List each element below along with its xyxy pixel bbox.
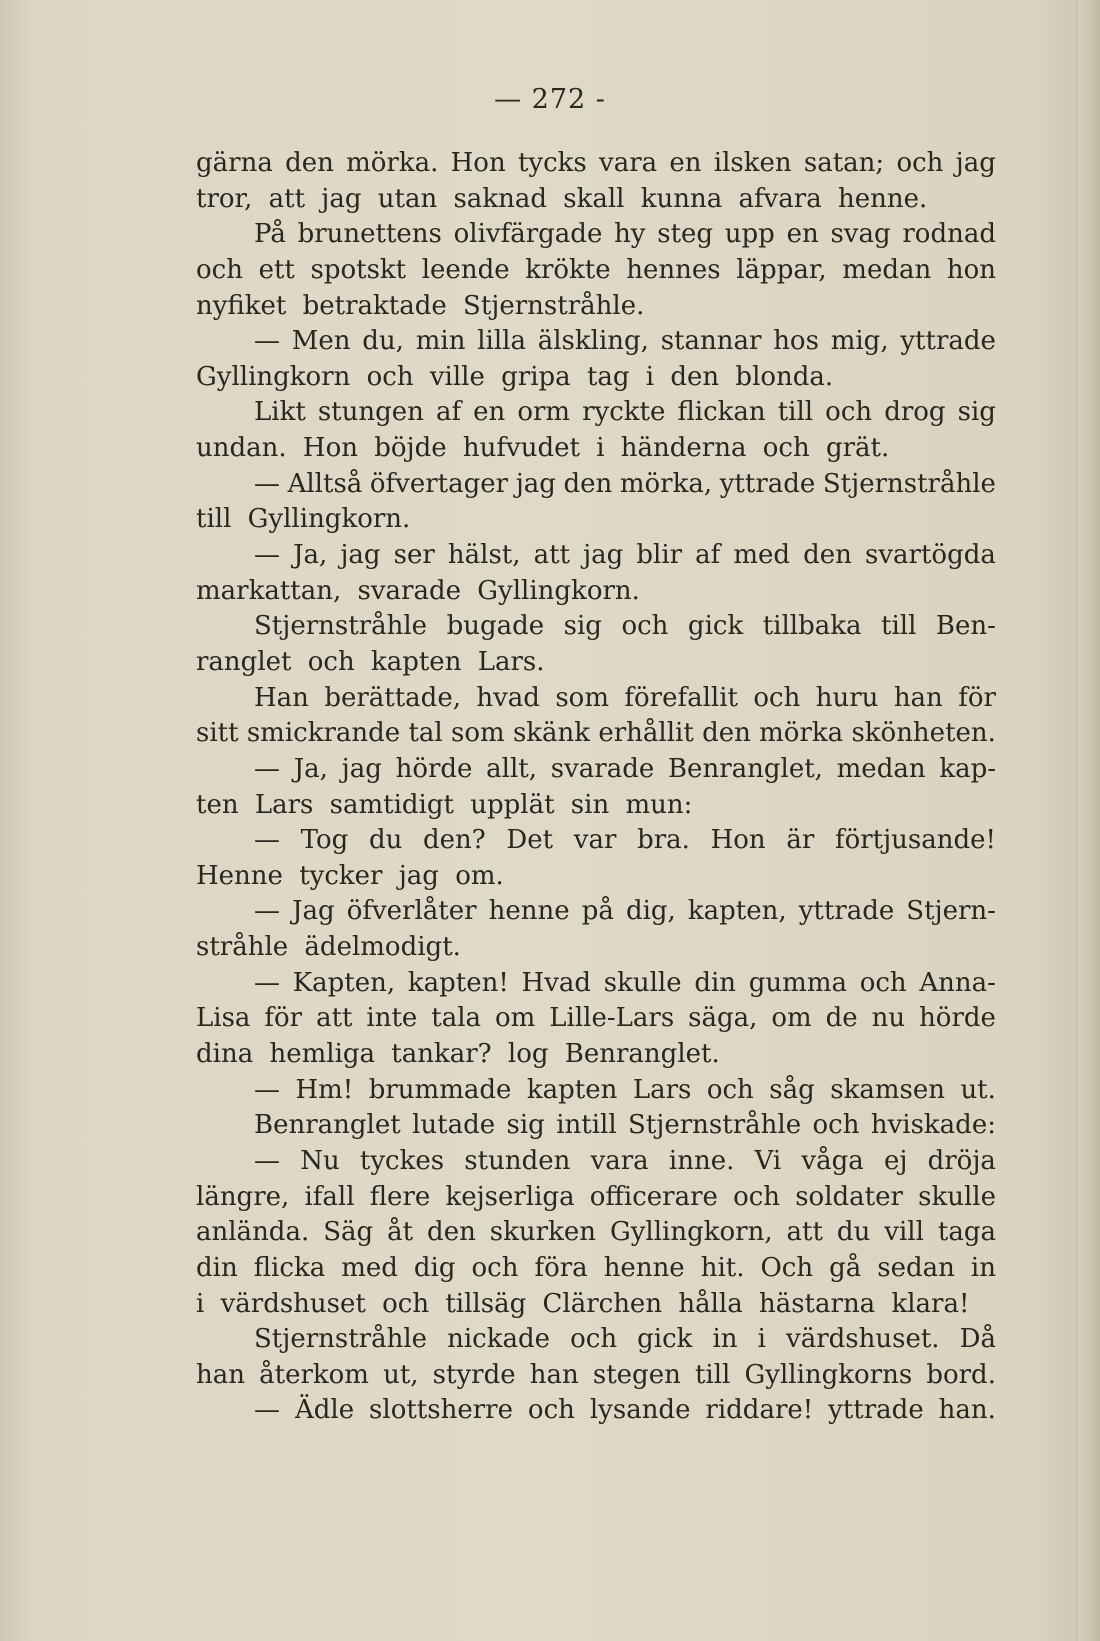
text-line: i värdshuset och tillsäg Clärchen hålla hästarna klara! [196, 1288, 970, 1319]
text-line: dina hemliga tankar? log Benranglet. [196, 1039, 720, 1070]
text-line: han återkom ut, styrde han stegen till Gyllingkorns bord. [196, 1359, 996, 1390]
text-line: din flicka med dig och föra henne hit. Och gå sedan in [196, 1252, 996, 1283]
text-line: till Gyllingkorn. [196, 504, 411, 535]
text-line: Gyllingkorn och ville gripa tag i den blonda. [196, 361, 834, 392]
text-line: Han berättade, hvad som förefallit och huru han för [254, 682, 996, 713]
text-line: Stjernstråhle bugade sig och gick tillbaka till Ben- [254, 611, 996, 642]
text-line: Benranglet lutade sig intill Stjernstråhle och hviskade: [254, 1110, 996, 1141]
page-edge [1077, 0, 1100, 1641]
text-line: nyfiket betraktade Stjernstråhle. [196, 290, 645, 321]
text-line: ranglet och kapten Lars. [196, 646, 545, 677]
text-line: anlända. Säg åt den skurken Gyllingkorn, att du vill taga [196, 1217, 996, 1248]
text-line: Stjernstråhle nickade och gick in i värdshuset. Då [254, 1324, 996, 1355]
text-line: — Ja, jag hörde allt, svarade Benranglet, medan kap- [254, 753, 996, 784]
text-line: — Men du, min lilla älskling, stannar hos mig, yttrade [254, 326, 996, 357]
text-line: gärna den mörka. Hon tycks vara en ilsken satan; och jag [196, 148, 996, 178]
text-line: — Kapten, kapten! Hvad skulle din gumma och Anna- [254, 967, 996, 998]
text-line: undan. Hon böjde hufvudet i händerna och grät. [196, 433, 890, 464]
text-line: Likt stungen af en orm ryckte flickan till och drog sig [254, 397, 996, 428]
text-line: — Ja, jag ser hälst, att jag blir af med den svartögda [254, 540, 996, 571]
text-line: — Alltså öfvertager jag den mörka, yttrade Stjernstråhle [254, 468, 996, 499]
text-line: stråhle ädelmodigt. [196, 932, 461, 963]
text-line: markattan, svarade Gyllingkorn. [196, 575, 640, 606]
text-line: längre, ifall flere kejserliga officerare och soldater skulle [196, 1181, 996, 1212]
page-number: — 272 - [494, 84, 606, 115]
text-line: och ett spotskt leende krökte hennes läppar, medan hon [196, 254, 996, 285]
body-text [196, 146, 996, 1429]
text-line: Henne tycker jag om. [196, 860, 504, 891]
text-line: Lisa för att inte tala om Lille-Lars säga, om de nu hörde [196, 1003, 996, 1034]
text-line: — Hm! brummade kapten Lars och såg skamsen ut. [254, 1074, 996, 1105]
text-line: — Tog du den? Det var bra. Hon är förtjusande! [254, 825, 996, 856]
text-line: — Jag öfverlåter henne på dig, kapten, yttrade Stjern- [254, 896, 996, 927]
text-line: sitt smickrande tal som skänk erhållit den mörka skönheten. [196, 718, 996, 749]
text-line: ten Lars samtidigt upplät sin mun: [196, 789, 693, 820]
text-line: På brunettens olivfärgade hy steg upp en svag rodnad [254, 219, 996, 250]
text-line: — Ädle slottsherre och lysande riddare! yttrade han. [254, 1395, 996, 1426]
text-line: tror, att jag utan saknad skall kunna afvara henne. [196, 183, 928, 214]
text-line: — Nu tyckes stunden vara inne. Vi våga ej dröja [254, 1145, 996, 1176]
